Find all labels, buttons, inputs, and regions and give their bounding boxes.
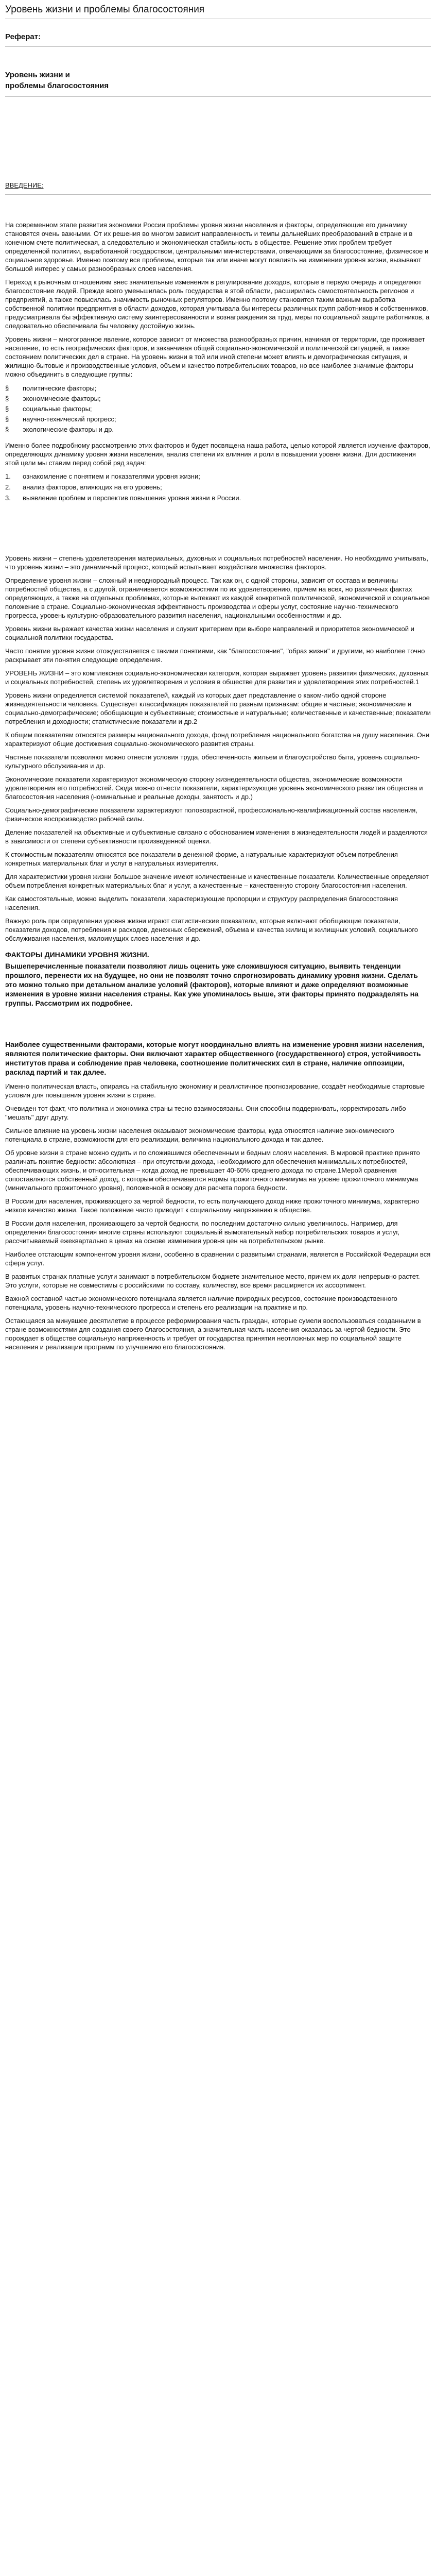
referat-label: Реферат: bbox=[5, 32, 41, 41]
paragraph: Важной составной частью экономического потенциала является наличие природных ресурсов, состояние производственного потенциала, уровень научно-технического прогресса и степень его реализации на практике и пр. bbox=[5, 1295, 397, 1311]
paragraph: Для характеристики уровня жизни большое значение имеют количественные и качественные показатели. Количественные определяют объем потребления конкретных материальных благ и услуг, а качественные – качественную сторону благосостояния населения. bbox=[5, 873, 429, 889]
spacer bbox=[5, 509, 431, 554]
paragraph: Как самостоятельные, можно выделить показатели, характеризующие пропорции и структуру распределения благосостояния населения. bbox=[5, 895, 398, 911]
list-item: 2. анализ факторов, влияющих на его уровень; bbox=[5, 483, 162, 491]
document-subtitle bbox=[5, 70, 431, 91]
paragraph: В России доля населения, проживающего за чертой бедности, по последним достаточно сильно увеличилось. Например, для определения благосостояния многие страны используют социальный вымогательный набор потребительских товаров и услуг, рассчитываемый ежеквартально в ценах на основе изменения уровня цен на потребительском рынке. bbox=[5, 1219, 400, 1245]
paragraph-bold: Наиболее существенными факторами, которые могут координально влиять на изменение уровня жизни населения, являются политические факторы. Они включают характер общественного (государственного) строя, устойчивость институтов права и соблюдение прав человека, соотношение политических сил в стране, наличие оппозиции, расклад партий и так далее. bbox=[5, 1040, 424, 1076]
paragraph: Экономические показатели характеризуют экономическую сторону жизнедеятельности общества, экономические возможности удовлетворения его потребностей. Сюда можно отнести показатели, характеризующие уровень экономического развития общества и благосостояния населения (номинальные и реальные доходы, занятость и др.) bbox=[5, 775, 423, 801]
paragraph: Наиболее отстающим компонентом уровня жизни, особенно в сравнении с развитыми странами, является в Российской Федерации вся сфера услуг. bbox=[5, 1250, 431, 1267]
paragraph: Частные показатели позволяют можно отнести условия труда, обеспеченность жильем и благоустройство быта, уровень социально-культурного обслуживания и др. bbox=[5, 753, 420, 770]
subtitle-line-2: проблемы благосостояния bbox=[5, 81, 109, 90]
page-title: Уровень жизни и проблемы благосостояния bbox=[5, 2, 431, 19]
paragraph: Определение уровня жизни – сложный и неоднородный процесс. Так как он, с одной стороны, зависит от состава и величины потребностей общества, а с другой, ограничивается возможностями по их удовлетворению, причем на всех, но различных фактах определяющих, а также на отдельных проблемах, которые вытекают из каждой конкретной политической, экономической и социальное положение в стране. Социально-экономическая эффективность производства и сферы услуг, состояние научно-технического прогресса, уровень культурно-образовательного развития населения, национальными особенностями и др. bbox=[5, 577, 430, 619]
divider bbox=[5, 96, 431, 97]
intro-heading: ВВЕДЕНИЕ: bbox=[5, 181, 44, 189]
paragraph: Социально-демографические показатели характеризуют половозрастной, профессионально-квалификационный состав населения, физическое воспроизводство рабочей силы. bbox=[5, 806, 417, 823]
paragraph: К стоимостным показателям относятся все показатели в денежной форме, а натуральные характеризуют объем потребления конкретных материальных благ и услуг в натуральных измерителях. bbox=[5, 851, 398, 867]
paragraph: Уровень жизни – степень удовлетворения материальных, духовных и социальных потребностей населения. Но необходимо учитывать, что уровень жизни – это динамичный процесс, который испытывает воздействие множества факторов. bbox=[5, 554, 428, 571]
paragraph: Часто понятие уровня жизни отождествляется с такими понятиями, как "благосостояние", "образ жизни" и другими, но наиболее точно раскрывает эти понятия следующие определения. bbox=[5, 647, 425, 664]
paragraph-bold: Вышеперечисленные показатели позволяют лишь оценить уже сложившуюся ситуацию, выявить тенденции прошлого, перенести их на будущее, но они не позволят точно спрогнозировать динамику уровня жизни. Сделать это можно только при детальном анализе условий (факторов), которые влияют и даже определяют возможные изменения в уровне жизни населения страны. Как уже упоминалось выше, эти факторы принято подразделять на группы. Рассмотрим их подробнее. bbox=[5, 962, 418, 1007]
paragraph: Именно более подробному рассмотрению этих факторов и будет посвящена наша работа, целью которой является изучение факторов, определяющих динамику уровня жизни населения, анализ степени их влияния и роли в повышении уровня жизни. Для достижения этой цели мы ставим перед собой ряд задач: bbox=[5, 442, 430, 467]
paragraph: Об уровне жизни в стране можно судить и по сложившимся обеспеченным и бедным слоям населения. В мировой практике принято различать понятие бедности: абсолютная – при отсутствии дохода, необходимого для обеспечения минимальных потребностей, обеспечивающих жизнь, и относительная – когда доход не превышает 40-60% среднего дохода по стране.1Мерой сравнения сопоставляются собственный доход, с которым обеспечиваются нормы прожиточного минимума на уровне прожиточного минимума (минимального прожиточного уровня), положенной в основу для расчета порога бедности. bbox=[5, 1149, 420, 1192]
paragraph: В развитых странах платные услуги занимают в потребительском бюджете значительное место, причем их доля непрерывно растет. Это услуги, которые не совместимы с российскими по составу, количеству, все время расширяется их ассортимент. bbox=[5, 1273, 420, 1289]
paragraph: Сильное влияние на уровень жизни населения оказывают экономические факторы, куда относятся наличие экономического потенциала в стране, возможности для его реализации, величина национального дохода и так далее. bbox=[5, 1127, 394, 1143]
list-item: § экологические факторы и др. bbox=[5, 426, 114, 433]
divider bbox=[5, 46, 431, 47]
paragraph: Деление показателей на объективные и субъективные связано с обоснованием изменения в жизнедеятельности людей и разделяются в зависимости от степени субъективности произведенной оценки. bbox=[5, 828, 428, 845]
paragraph: В России для населения, проживающего за чертой бедности, то есть получающего доход ниже прожиточного минимума, характерно низкое качество жизни. Такое положение часто приводит к социальному напряжению в обществе. bbox=[5, 1197, 420, 1214]
subtitle-line-1: Уровень жизни и bbox=[5, 71, 70, 79]
section-heading: ФАКТОРЫ ДИНАМИКИ УРОВНЯ ЖИЗНИ. bbox=[5, 951, 149, 959]
paragraph: Именно политическая власть, опираясь на стабильную экономику и реалистичное прогнозирование, создаёт необходимые стартовые условия для повышения уровня жизни в стране. bbox=[5, 1082, 425, 1099]
paragraph: Важную роль при определении уровня жизни играют статистические показатели, которые включают обобщающие показатели, показатели доходов, потребления и расходов, денежных сбережений, объема и качества жилищ и жилищных условий, социального обслуживания населения, малоимущих слоев населения и др. bbox=[5, 917, 418, 942]
list-item: § экономические факторы; bbox=[5, 395, 101, 402]
list-item: 1. ознакомление с понятием и показателями уровня жизни; bbox=[5, 472, 200, 480]
list-item: 3. выявление проблем и перспектив повышения уровня жизни в России. bbox=[5, 494, 241, 502]
paragraph: Остающаяся за минувшее десятилетие в процессе реформирования часть граждан, которые сумели воспользоваться созданными в стране возможностями для создания своего благосостояния, а значительная часть населения оказалась за чертой бедности. Это порождает в обществе социальную напряженность и требует от государства принятия неотложных мер по социальной защите населения и реализации программ по улучшению его благосостояния. bbox=[5, 1317, 421, 1351]
divider bbox=[5, 194, 431, 195]
factors-list bbox=[5, 383, 431, 435]
spacer bbox=[5, 1013, 431, 1032]
spacer bbox=[5, 102, 431, 179]
tasks-list bbox=[5, 472, 431, 502]
paragraph: УРОВЕНЬ ЖИЗНИ – это комплексная социально-экономическая категория, которая выражает уровень развития физических, духовных и социальных потребностей, степень их удовлетворения и условия в обществе для развития и удовлетворения этих потребностей.1 bbox=[5, 669, 429, 686]
paragraph: Уровень жизни – многогранное явление, которое зависит от множества разнообразных причин, начиная от территории, где проживает население, то есть географических факторов, и заканчивая общей социально-экономической и политической ситуацией, а также состоянием политических дел в стране. На уровень жизни в той или иной степени может влиять и демографическая ситуация, и жилищно-бытовые и производственные условия, объем и качество потребительских товаров, но все наиболее значимые факторы можно объединить в следующие группы: bbox=[5, 335, 425, 378]
paragraph: Уровень жизни выражает качества жизни населения и служит критерием при выборе направлений и приоритетов экономической и социальной политики государства. bbox=[5, 625, 414, 641]
list-item: § научно-технический прогресс; bbox=[5, 415, 116, 423]
paragraph: Переход к рыночным отношениям внес значительные изменения в регулирование доходов, которые в первую очередь и определяют благосостояние людей. Прежде всего уменьшилась роль государства в этой области, расширилась самостоятельность регионов и предприятий, а также повысилась значимость рыночных регуляторов. Именно поэтому становится таким важным выработка собственной политики предприятия в области доходов, которая учитывала бы интересы различных групп работников и собственников, предусматривала бы эффективную систему заинтересованности и вознаграждения за труд, меры по социальной защите работников, а следовательно обеспечивала бы человеку достойную жизнь. bbox=[5, 278, 430, 330]
list-item: § политические факторы; bbox=[5, 384, 97, 392]
paragraph: На современном этапе развития экономики России проблемы уровня жизни населения и факторы, определяющие его динамику становятся очень важными. От их решения во многом зависит направленность и темпы дальнейших преобразований в стране и в конечном счете политическая, а следовательно и экономическая стабильность в обществе. Решение этих проблем требует определенной политики, выработанной государством, центральными министерствами, отвечающими за благосостояние, физическое и социальное здоровье. Именно поэтому все проблемы, которые так или иначе могут повлиять на изменение уровня жизни, вызывают большой интерес у самых разнообразных слоев населения. bbox=[5, 221, 429, 273]
list-item: § социальные факторы; bbox=[5, 405, 92, 413]
paragraph: Уровень жизни определяется системой показателей, каждый из которых дает представление о каком-либо одной стороне жизнедеятельности человека. Существует классификация показателей по разным признакам: общие и частные; экономические и социально-демографические; обобщающие и субъективные; стоимостные и натуральные; количественные и качественные; показатели потребления и доходности; статистические показатели и др.2 bbox=[5, 691, 431, 725]
paragraph: К общим показателям относятся размеры национального дохода, фонд потребления национального богатства на душу населения. Они характеризуют общие достижения социально-экономического развития страны. bbox=[5, 731, 430, 748]
paragraph: Очевиден тот факт, что политика и экономика страны тесно взаимосвязаны. Они способны поддерживать, корректировать либо "мешать" друг другу. bbox=[5, 1105, 406, 1121]
